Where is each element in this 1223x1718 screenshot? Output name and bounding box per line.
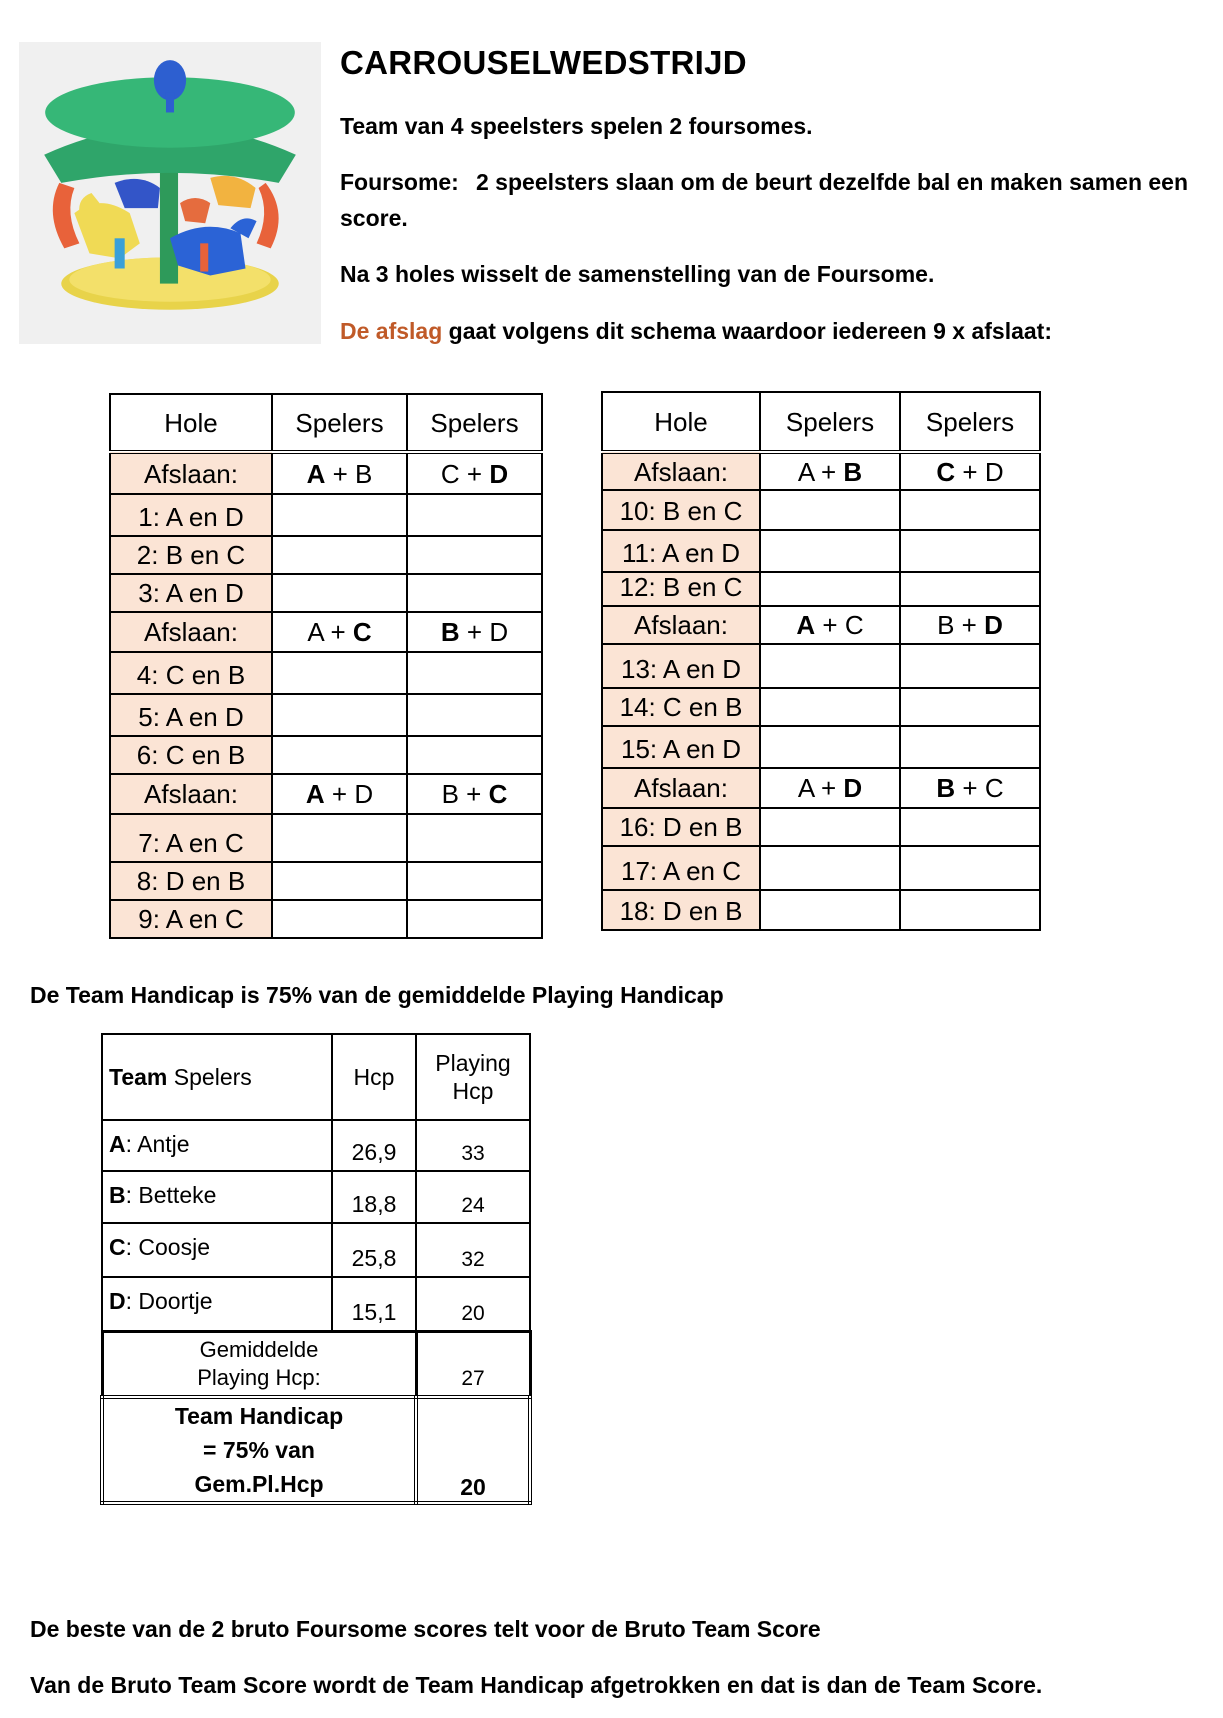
afslaan-row — [110, 774, 542, 814]
player-playing-hcp: 32 — [416, 1223, 530, 1277]
hole-label: 18: D en B — [602, 890, 760, 930]
score-cell — [900, 846, 1040, 890]
hole-label: 17: A en C — [602, 846, 760, 890]
player-hcp: 25,8 — [332, 1223, 416, 1277]
score-cell — [272, 494, 407, 536]
hole-row — [602, 846, 1040, 890]
score-cell — [407, 814, 542, 862]
hole-label: 1: A en D — [110, 494, 272, 536]
player-hcp: 26,9 — [332, 1120, 416, 1171]
score-cell — [272, 814, 407, 862]
tee-pairing: C + D — [407, 452, 542, 494]
afslag-accent: De afslag — [340, 318, 443, 344]
score-cell — [407, 494, 542, 536]
player-row: D: Doortje 15,1 20 — [102, 1277, 530, 1331]
footer-line-bruto: De beste van de 2 bruto Foursome scores telt voor de Bruto Team Score — [30, 1616, 821, 1642]
afslaan-label: Afslaan: — [110, 612, 272, 652]
afslaan-label: Afslaan: — [110, 452, 272, 494]
afslag-rest: gaat volgens dit schema waardoor iedereen 9 x afslaat: — [442, 318, 1052, 344]
header-hole: Hole — [110, 394, 272, 452]
intro-line-team: Team van 4 speelsters spelen 2 foursomes. — [340, 113, 813, 139]
hole-label: 15: A en D — [602, 726, 760, 768]
afslaan-label: Afslaan: — [602, 452, 760, 490]
afslaan-row — [110, 452, 542, 494]
schedule-table-holes-10-18 — [601, 391, 1041, 931]
hole-label: 10: B en C — [602, 490, 760, 530]
footer-line-team-score: Van de Bruto Team Score wordt de Team Handicap afgetrokken en dat is dan de Team Score. — [30, 1672, 1043, 1698]
hole-label: 5: A en D — [110, 694, 272, 736]
hole-row — [110, 862, 542, 900]
foursome-label: Foursome: — [340, 169, 459, 195]
score-cell — [900, 808, 1040, 846]
schedule-header-row — [110, 394, 542, 452]
hole-label: 9: A en C — [110, 900, 272, 938]
score-cell — [760, 808, 900, 846]
hole-label: 6: C en B — [110, 736, 272, 774]
hole-row — [602, 490, 1040, 530]
score-cell — [407, 652, 542, 694]
average-value: 27 — [416, 1331, 530, 1397]
hole-row — [110, 814, 542, 862]
hole-row — [110, 574, 542, 612]
team-handicap-label: Team Handicap = 75% van Gem.Pl.Hcp — [102, 1397, 416, 1503]
hole-row — [110, 900, 542, 938]
score-cell — [900, 688, 1040, 726]
tee-pairing: C + D — [900, 452, 1040, 490]
score-cell — [900, 572, 1040, 606]
score-cell — [272, 694, 407, 736]
player-row: B: Betteke 18,8 24 — [102, 1171, 530, 1223]
hole-row — [110, 494, 542, 536]
header-team-spelers: Team Spelers — [102, 1034, 332, 1120]
score-cell — [900, 890, 1040, 930]
header-spelers: Spelers — [407, 394, 542, 452]
tee-pairing: A + B — [272, 452, 407, 494]
intro-line-switch: Na 3 holes wisselt de samenstelling van de Foursome. — [340, 261, 935, 287]
player-playing-hcp: 33 — [416, 1120, 530, 1171]
team-handicap-value: 20 — [416, 1397, 530, 1503]
header-hole: Hole — [602, 392, 760, 452]
header-hcp: Hcp — [332, 1034, 416, 1120]
afslaan-row — [602, 606, 1040, 644]
tee-pairing: A + C — [272, 612, 407, 652]
header-playing-hcp: Playing Hcp — [416, 1034, 530, 1120]
foursome-text: 2 speelsters slaan om de beurt dezelfde bal en maken samen een score. — [340, 169, 1189, 231]
player-row: A: Antje 26,9 33 — [102, 1120, 530, 1171]
tee-pairing: B + C — [407, 774, 542, 814]
afslaan-row — [602, 768, 1040, 808]
hole-label: 8: D en B — [110, 862, 272, 900]
afslaan-label: Afslaan: — [602, 606, 760, 644]
team-handicap-row — [102, 1397, 530, 1503]
score-cell — [760, 530, 900, 572]
tee-pairing: B + D — [900, 606, 1040, 644]
hole-label: 4: C en B — [110, 652, 272, 694]
hole-row — [110, 536, 542, 574]
header-spelers: Spelers — [900, 392, 1040, 452]
score-cell — [272, 536, 407, 574]
intro-line-afslag — [340, 313, 1210, 349]
average-label: Gemiddelde Playing Hcp: — [102, 1331, 416, 1397]
score-cell — [407, 736, 542, 774]
average-row — [102, 1331, 530, 1397]
afslaan-row — [110, 612, 542, 652]
score-cell — [760, 644, 900, 688]
tee-pairing: B + D — [407, 612, 542, 652]
tee-pairing: B + C — [900, 768, 1040, 808]
player-hcp: 18,8 — [332, 1171, 416, 1223]
hole-row — [110, 736, 542, 774]
score-cell — [760, 890, 900, 930]
hole-row — [110, 652, 542, 694]
page-title: CARROUSELWEDSTRIJD — [340, 44, 747, 81]
hole-label: 2: B en C — [110, 536, 272, 574]
score-cell — [272, 736, 407, 774]
score-cell — [760, 572, 900, 606]
hole-label: 3: A en D — [110, 574, 272, 612]
score-cell — [272, 574, 407, 612]
hole-label: 7: A en C — [110, 814, 272, 862]
hole-row — [602, 726, 1040, 768]
intro-foursome — [340, 164, 1210, 236]
schedule-table-holes-1-9 — [109, 393, 543, 939]
player-hcp: 15,1 — [332, 1277, 416, 1331]
hole-row — [110, 694, 542, 736]
afslaan-row — [602, 452, 1040, 490]
player-playing-hcp: 20 — [416, 1277, 530, 1331]
score-cell — [272, 900, 407, 938]
tee-pairing: A + D — [760, 768, 900, 808]
score-cell — [407, 862, 542, 900]
hole-row — [602, 572, 1040, 606]
score-cell — [407, 574, 542, 612]
hole-label: 14: C en B — [602, 688, 760, 726]
schedule-header-row — [602, 392, 1040, 452]
score-cell — [760, 846, 900, 890]
afslaan-label: Afslaan: — [602, 768, 760, 808]
score-cell — [760, 490, 900, 530]
tee-pairing: A + D — [272, 774, 407, 814]
carousel-illustration — [19, 42, 321, 344]
hole-row — [602, 808, 1040, 846]
hole-label: 11: A en D — [602, 530, 760, 572]
score-cell — [407, 694, 542, 736]
handicap-header-row — [102, 1034, 530, 1120]
tee-pairing: A + C — [760, 606, 900, 644]
score-cell — [407, 900, 542, 938]
hole-row — [602, 644, 1040, 688]
score-cell — [760, 688, 900, 726]
score-cell — [900, 644, 1040, 688]
score-cell — [272, 652, 407, 694]
score-cell — [900, 490, 1040, 530]
hole-row — [602, 688, 1040, 726]
header-spelers: Spelers — [272, 394, 407, 452]
hole-label: 12: B en C — [602, 572, 760, 606]
player-row: C: Coosje 25,8 32 — [102, 1223, 530, 1277]
handicap-table — [100, 1033, 532, 1505]
tee-pairing: A + B — [760, 452, 900, 490]
hole-row — [602, 890, 1040, 930]
score-cell — [272, 862, 407, 900]
score-cell — [760, 726, 900, 768]
score-cell — [900, 530, 1040, 572]
header-spelers: Spelers — [760, 392, 900, 452]
hole-row — [602, 530, 1040, 572]
hole-label: 13: A en D — [602, 644, 760, 688]
afslaan-label: Afslaan: — [110, 774, 272, 814]
score-cell — [407, 536, 542, 574]
team-handicap-note: De Team Handicap is 75% van de gemiddelde Playing Handicap — [30, 982, 724, 1008]
score-cell — [900, 726, 1040, 768]
player-playing-hcp: 24 — [416, 1171, 530, 1223]
hole-label: 16: D en B — [602, 808, 760, 846]
